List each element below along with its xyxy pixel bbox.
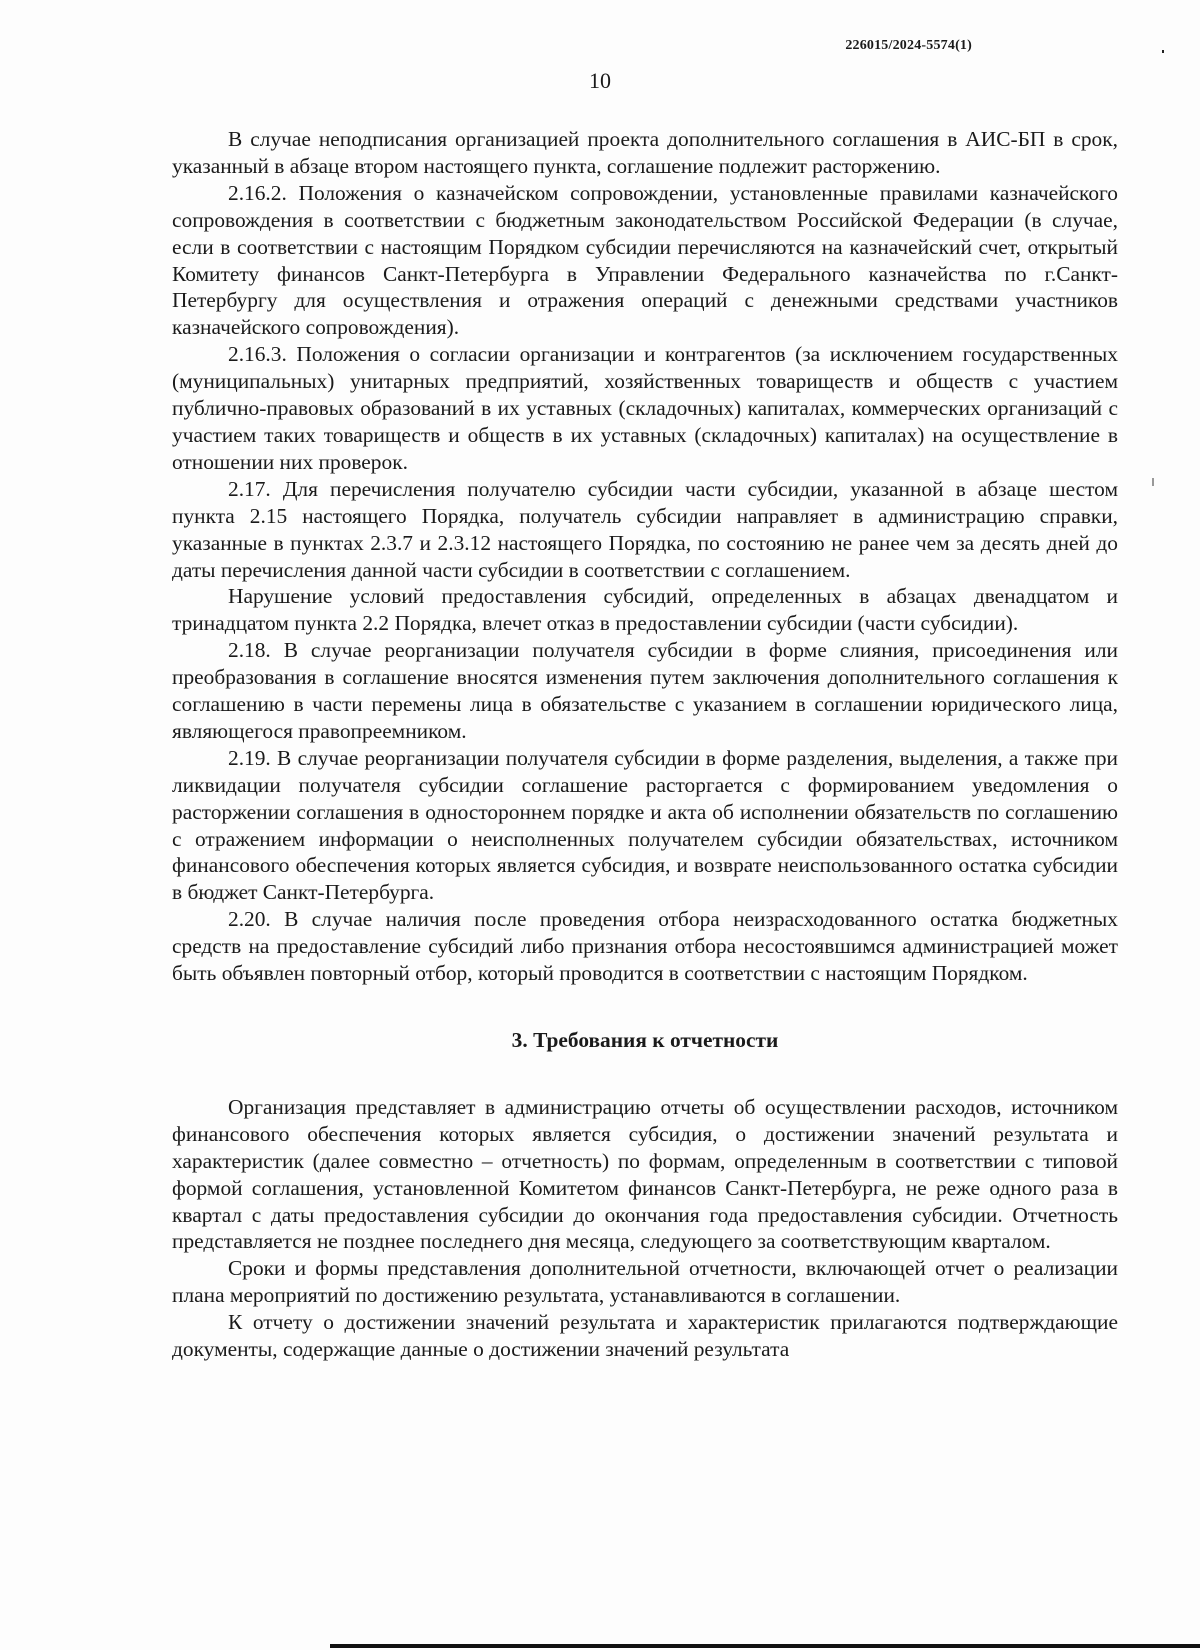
paragraph: К отчету о достижении значений результата и характеристик прилагаются подтверждающие документы, содержащие данные о достижении значений результата (172, 1310, 1118, 1362)
page-bottom-edge (330, 1644, 1200, 1648)
paragraph: 2.19. В случае реорганизации получателя субсидии в форме разделения, выделения, а также при ликвидации получателя субсидии соглашение расторгается с формированием уведомления о расторжении соглашения в одностороннем порядке и акта об исполнении обязательств по соглашению с отражением информации о неисполненных получателем субсидии обязательствах, источником финансового обеспечения которых является субсидия, и возврате неиспользованного остатка субсидии в бюджет Санкт-Петербурга. (172, 745, 1118, 905)
paragraph: 2.16.3. Положения о согласии организации и контрагентов (за исключением государственных (муниципальных) унитарных предприятий, хозяйственных товариществ и обществ с участием публично-правовых образований в их уставных (складочных) капиталах, коммерческих организаций с участием таких товариществ и обществ в их уставных (складочных) капиталах) на осуществление в отношении них проверок. (172, 342, 1118, 474)
paragraph: 2.18. В случае реорганизации получателя субсидии в форме слияния, присоединения или преобразования в соглашение вносятся изменения путем заключения дополнительного соглашения к соглашению в части перемены лица в обязательстве с указанием в соглашении юридического лица, являющегося правопреемником. (172, 638, 1118, 743)
document-body (172, 126, 1118, 1363)
paragraph: В случае неподписания организацией проекта дополнительного соглашения в АИС-БП в срок, указанный в абзаце втором настоящего пункта, соглашение подлежит расторжению. (172, 127, 1118, 178)
paragraph: Нарушение условий предоставления субсидий, определенных в абзацах двенадцатом и тринадцатом пункта 2.2 Порядка, влечет отказ в предоставлении субсидии (части субсидии). (172, 584, 1118, 636)
paragraph: Сроки и формы представления дополнительной отчетности, включающей отчет о реализации плана мероприятий по достижению результата, устанавливаются в соглашении. (172, 1256, 1118, 1308)
scan-speck (1152, 478, 1154, 486)
paragraph: Организация представляет в администрацию отчеты об осуществлении расходов, источником финансового обеспечения которых является субсидия, о достижении значений результата и характеристик (далее совместно – отчетность) по формам, определенным в соответствии с типовой формой соглашения, установленной Комитетом финансов Санкт-Петербурга, не реже одного раза в квартал с даты предоставления субсидии до окончания года предоставления субсидии. Отчетность представляется не позднее последнего дня месяца, следующего за соответствующим кварталом. (172, 1094, 1118, 1254)
page-number: 10 (589, 68, 611, 93)
document-id: 226015/2024-5574(1) (845, 38, 972, 53)
section-heading: 3. Требования к отчетности (511, 1028, 779, 1052)
paragraph: 2.16.2. Положения о казначейском сопровождении, установленные правилами казначейского сопровождения в соответствии с бюджетным законодательством Российской Федерации (в случае, если в соответствии с настоящим Порядком субсидии перечисляются на казначейский счет, открытый Комитету финансов Санкт-Петербурга в Управлении Федерального казначейства по г.Санкт-Петербургу для осуществления и отражения операций с денежными средствами участников казначейского сопровождения). (172, 180, 1118, 340)
scan-speck (1162, 50, 1164, 53)
paragraph: 2.17. Для перечисления получателю субсидии части субсидии, указанной в абзаце шестом пункта 2.15 настоящего Порядка, получатель субсидии направляет в администрацию справки, указанные в пунктах 2.3.7 и 2.3.12 настоящего Порядка, по состоянию не ранее чем за десять дней до даты перечисления данной части субсидии в соответствии с соглашением. (172, 476, 1118, 582)
paragraph: 2.20. В случае наличия после проведения отбора неизрасходованного остатка бюджетных средств на предоставление субсидий либо признания отбора несостоявшимся администрацией может быть объявлен повторный отбор, который проводится в соответствии с настоящим Порядком. (172, 907, 1118, 986)
